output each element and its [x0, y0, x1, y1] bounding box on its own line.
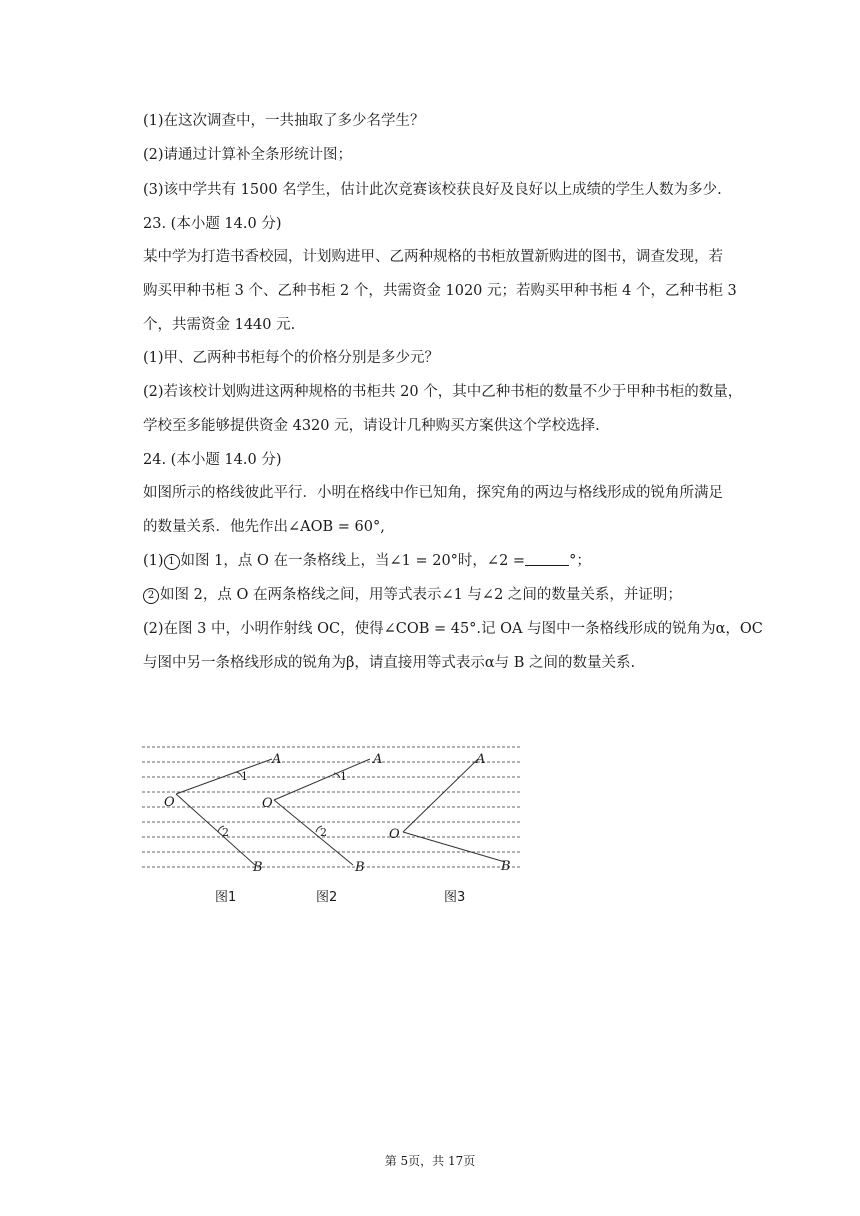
q23-sub2-line1: (2)若该校计划购进这两种规格的书柜共 20 个，其中乙种书柜的数量不少于甲种书柜的数量，: [143, 384, 743, 400]
q22-sub1: (1)在这次调查中，一共抽取了多少名学生？: [143, 113, 425, 129]
figure-1-angle: [176, 759, 272, 865]
q23-header: 23. (本小题 14.0 分): [143, 216, 282, 232]
figure-3-angle: [403, 759, 505, 862]
figure-2-label-angle2: 2: [320, 826, 327, 839]
figure-1-label-a: A: [272, 752, 282, 767]
q24-sub2-line1: (2)在图 3 中，小明作射线 OC，使得∠COB = 45°.记 OA 与图中一条格线形成的锐角为α，OC: [143, 621, 763, 637]
q23-sub2-line2: 学校至多能够提供资金 4320 元，请设计几种购买方案供这个学校选择.: [143, 418, 600, 434]
figure-2-label-o: O: [262, 796, 273, 811]
answer-blank: [525, 551, 569, 566]
figure-1-label-b: B: [253, 860, 263, 875]
figure-1-caption: 图1: [215, 890, 237, 905]
q22-sub2: (2)请通过计算补全条形统计图；: [143, 147, 353, 163]
q22-sub3: (3)该中学共有 1500 名学生，估计此次竞赛该校获良好及良好以上成绩的学生人数为多少.: [143, 182, 722, 198]
q24-body-line1: 如图所示的格线彼此平行．小明在格线中作已知角，探究角的两边与格线形成的锐角所满足: [143, 485, 723, 501]
q24-sub1-part2: [143, 585, 753, 605]
figure-1-ray-ob: [176, 794, 255, 865]
figure-2-label-b: B: [355, 860, 365, 875]
q24-body-line2: 的数量关系．他先作出∠AOB = 60°,: [143, 519, 385, 535]
page-footer: 第 5页，共 17页: [384, 1154, 476, 1168]
grid-lines: [142, 747, 522, 867]
figure-1-label-angle1: 1: [241, 770, 248, 783]
q24-sub1-text: 如图 1，点 O 在一条格线上，当∠1 = 20°时，∠2 =: [180, 553, 526, 569]
figure-3-label-b: B: [501, 859, 511, 874]
q24-sub1b-text: 如图 2，点 O 在两条格线之间，用等式表示∠1 与∠2 之间的数量关系，并证明；: [160, 587, 682, 603]
figure-3-labels: [389, 752, 511, 874]
q23-body-line2: 购买甲种书柜 3 个、乙种书柜 2 个，共需资金 1020 元；若购买甲种书柜 4 个，乙种书柜 3: [143, 283, 737, 299]
figure-2-labels: [262, 752, 382, 875]
figure-1-ray-oa: [176, 759, 272, 794]
grid-figures: [140, 740, 524, 880]
q24-sub1-suffix: °；: [569, 553, 591, 569]
figure-3-label-a: A: [476, 752, 486, 767]
figure-2-ray-ob: [274, 800, 353, 865]
grid-figures-svg: [140, 740, 524, 880]
q24-sub1-part1: [143, 551, 753, 571]
figure-3-ray-oa: [403, 759, 478, 832]
figure-1-label-o: O: [164, 795, 175, 810]
figure-3-caption: 图3: [444, 890, 466, 905]
figure-1-labels: [164, 752, 281, 875]
q23-body-line3: 个，共需资金 1440 元.: [143, 317, 296, 333]
circled-number-1: 1: [164, 554, 180, 570]
q23-sub1: (1)甲、乙两种书柜每个的价格分别是多少元？: [143, 350, 440, 366]
figure-1-label-angle2: 2: [222, 826, 229, 839]
figure-2-caption: 图2: [316, 890, 338, 905]
q24-sub2-line2: 与图中另一条格线形成的锐角为β，请直接用等式表示α与 B 之间的数量关系.: [143, 655, 636, 671]
q24-header: 24. (本小题 14.0 分): [143, 452, 282, 468]
figure-2-angle: [274, 759, 370, 865]
circled-number-2: 2: [143, 588, 159, 604]
q24-sub1-prefix: (1): [143, 553, 164, 569]
figure-3-label-o: O: [389, 827, 400, 842]
figure-2-ray-oa: [274, 759, 370, 800]
figure-2-label-a: A: [373, 752, 383, 767]
figure-2-label-angle1: 1: [340, 770, 347, 783]
q23-body-line1: 某中学为打造书香校园，计划购进甲、乙两种规格的书柜放置新购进的图书，调查发现，若: [143, 249, 723, 265]
figure-3-ray-ob: [403, 832, 505, 862]
